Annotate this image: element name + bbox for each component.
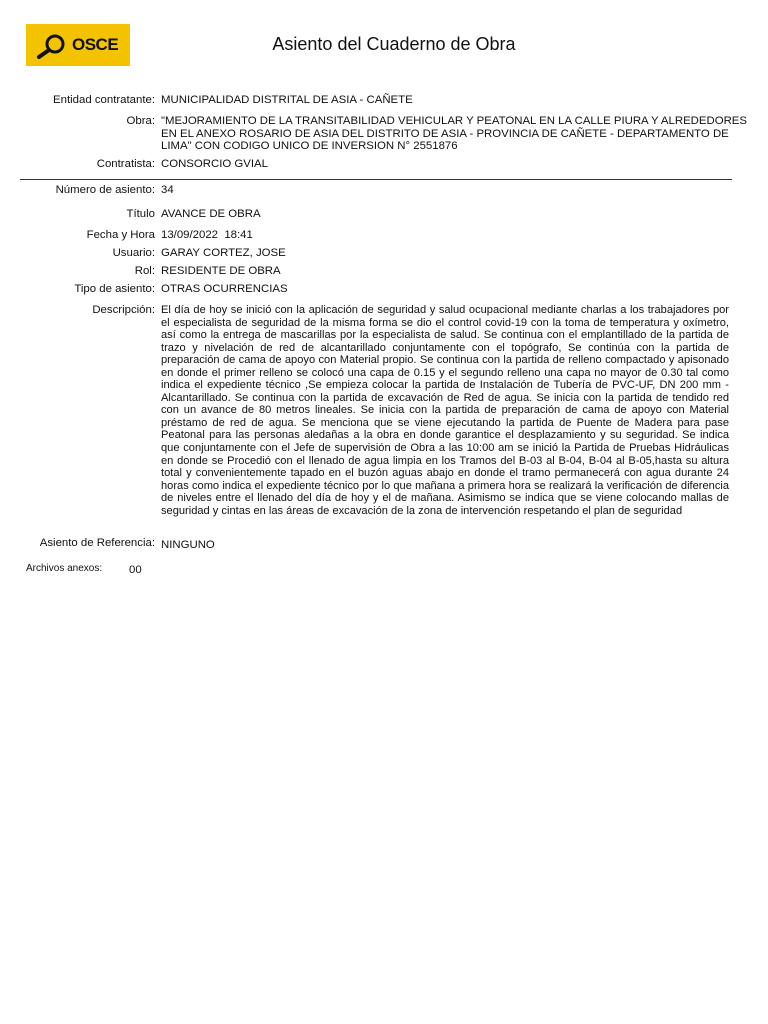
descripcion-label: Descripción: [92, 304, 155, 316]
fecha-label: Fecha y Hora [86, 229, 155, 241]
tipo-label: Tipo de asiento: [74, 283, 155, 295]
tipo-value: OTRAS OCURRENCIAS [161, 283, 288, 295]
archivos-value: 00 [129, 564, 142, 576]
logo-text: OSCE [72, 35, 119, 54]
numero-label: Número de asiento: [55, 184, 155, 196]
titulo-value: AVANCE DE OBRA [161, 208, 261, 220]
contratista-value: CONSORCIO GVIAL [161, 158, 268, 170]
entidad-label: Entidad contratante: [53, 94, 155, 106]
obra-label: Obra: [126, 115, 155, 127]
fecha-value: 13/09/2022 18:41 [161, 229, 253, 241]
titulo-label: Título [126, 208, 155, 220]
usuario-label: Usuario: [112, 247, 155, 259]
referencia-label: Asiento de Referencia: [39, 537, 155, 549]
page-title: Asiento del Cuaderno de Obra [272, 34, 516, 54]
referencia-value: NINGUNO [161, 539, 215, 551]
archivos-label: Archivos anexos: [26, 563, 103, 574]
usuario-value: GARAY CORTEZ, JOSE [161, 247, 286, 259]
descripcion-value: El día de hoy se inició con la aplicación de seguridad y salud ocupacional mediante charlas a los trabajadores por el especialista de seguridad de la misma forma se dio el control covid-19 con la toma de temperatura y oxímetro, así como la entrega de mascarillas por la especialista de salud. Se continua con el emplantillado de la partida de trazo y nivelación de red de alcantarillado conjuntamente con el topógrafo, Se continúa con la partida de preparación de cama de apoyo con Material propio. Se continua con la partida de relleno compactado y apisonado en donde el primer relleno se colocó una capa de 0.15 y el segundo relleno una capa no mayor de 0.30 tal como indica el expediente técnico ,Se empieza colocar la partida de Instalación de Tubería de PVC-UF, DN 200 mm -Alcantarillado. Se continua con la partida de excavación de Red de agua. Se inicia con la partida de tendido red con un avance de 80 metros lineales. Se inicia con la partida de preparación de cama de apoyo con Material préstamo de red de agua. Se menciona que se viene ejecutando la partida de Puente de Madera para pase Peatonal para las personas aledañas a la obra en donde garantice el desplazamiento y su seguridad. Se indica que conjuntamente con el Jefe de supervisión de Obra a las 10:00 am se inició la Partida de Pruebas Hidráulicas en donde se Procedió con el llenado de agua limpia en los Tramos del B-03 al B-04, B-04 al B-05,hasta su altura total y convenientemente tapado en el buzón aguas abajo en donde el tramo permanecerá con agua durante 24 horas como indica el expediente técnico por lo que mañana a primera hora se realizará la verificación de diferencia de niveles entre el llenado del día de hoy y el de mañana. Asimismo se indica que se viene colocando mallas de seguridad y cintas en las áreas de excavación de la zona de intervención respetando el plan de seguridad [161, 304, 729, 517]
divider [20, 179, 732, 180]
obra-value: "MEJORAMIENTO DE LA TRANSITABILIDAD VEHICULAR Y PEATONAL EN LA CALLE PIURA Y ALREDEDORES EN EL ANEXO ROSARIO DE ASIA DEL DISTRITO DE ASIA - PROVINCIA DE CAÑETE - DEPARTAMENTO DE LIMA" CON CODIGO UNICO DE INVERSION N° 2551876 [161, 115, 748, 152]
rol-label: Rol: [134, 265, 155, 277]
contratista-label: Contratista: [96, 158, 155, 170]
entidad-value: MUNICIPALIDAD DISTRITAL DE ASIA - CAÑETE [161, 94, 413, 106]
rol-value: RESIDENTE DE OBRA [161, 265, 281, 277]
numero-value: 34 [161, 184, 174, 196]
